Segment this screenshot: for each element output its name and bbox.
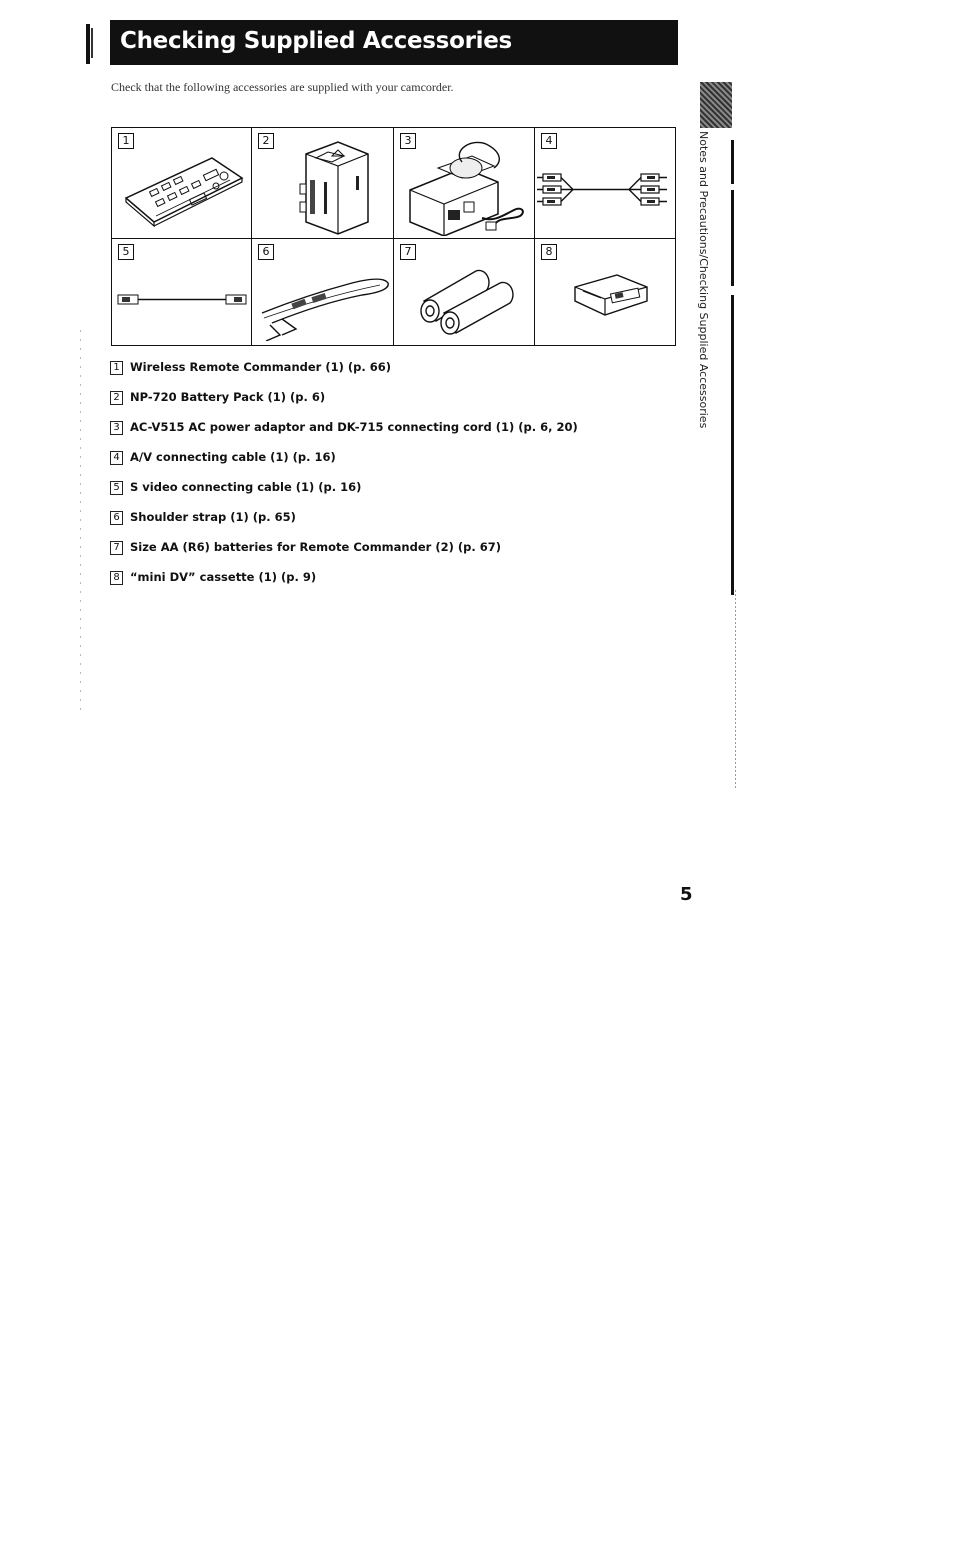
remote-commander-icon	[120, 150, 250, 230]
aa-batteries-icon	[414, 257, 524, 347]
item-text: NP-720 Battery Pack (1) (p. 6)	[130, 390, 326, 404]
edge-index-bar	[731, 190, 734, 286]
item-number: 3	[110, 421, 123, 435]
cell-number: 8	[541, 244, 557, 260]
item-text: AC-V515 AC power adaptor and DK-715 connecting cord (1) (p. 6, 20)	[130, 420, 578, 434]
item-number: 1	[110, 361, 123, 375]
item-number: 2	[110, 391, 123, 405]
item-text: A/V connecting cable (1) (p. 16)	[130, 450, 336, 464]
section-tab-label: Notes and Precautions/Checking Supplied Accessories	[697, 131, 710, 429]
accessory-cell-7	[394, 239, 534, 345]
scan-artifact	[80, 330, 81, 710]
accessory-cell-4	[535, 128, 675, 238]
accessory-cell-3	[394, 128, 534, 238]
accessory-cell-6	[252, 239, 393, 345]
cell-number: 1	[118, 133, 134, 149]
binding-mark	[91, 28, 93, 58]
binding-mark	[86, 24, 90, 64]
cell-number: 3	[400, 133, 416, 149]
page-title: Checking Supplied Accessories	[120, 28, 512, 54]
page-number: 5	[680, 884, 693, 905]
section-tab-marker	[700, 82, 732, 128]
accessory-cell-1	[112, 128, 251, 238]
cell-number: 4	[541, 133, 557, 149]
cell-number: 7	[400, 244, 416, 260]
cell-number: 5	[118, 244, 134, 260]
item-text: “mini DV” cassette (1) (p. 9)	[130, 570, 317, 584]
ac-adaptor-icon	[402, 132, 532, 236]
item-text: Size AA (R6) batteries for Remote Commander (2) (p. 67)	[130, 540, 501, 554]
item-text: Wireless Remote Commander (1) (p. 66)	[130, 360, 391, 374]
cell-number: 2	[258, 133, 274, 149]
edge-index-bar	[731, 140, 734, 184]
item-number: 6	[110, 511, 123, 525]
item-number: 5	[110, 481, 123, 495]
accessory-cell-2	[252, 128, 393, 238]
item-number: 7	[110, 541, 123, 555]
intro-text: Check that the following accessories are supplied with your camcorder.	[111, 80, 454, 94]
accessory-cell-8	[535, 239, 675, 345]
item-text: Shoulder strap (1) (p. 65)	[130, 510, 296, 524]
mini-dv-cassette-icon	[571, 271, 651, 321]
accessory-cell-5	[112, 239, 251, 345]
battery-pack-icon	[288, 136, 378, 236]
edge-index-bar	[731, 295, 734, 595]
item-text: S video connecting cable (1) (p. 16)	[130, 480, 362, 494]
shoulder-strap-icon	[252, 261, 392, 341]
s-video-cable-icon	[114, 285, 250, 315]
cell-number: 6	[258, 244, 274, 260]
av-cable-icon	[537, 168, 673, 228]
page-title-bar	[110, 20, 678, 65]
scan-artifact	[735, 590, 736, 790]
item-number: 8	[110, 571, 123, 585]
item-number: 4	[110, 451, 123, 465]
accessories-grid	[111, 127, 676, 346]
